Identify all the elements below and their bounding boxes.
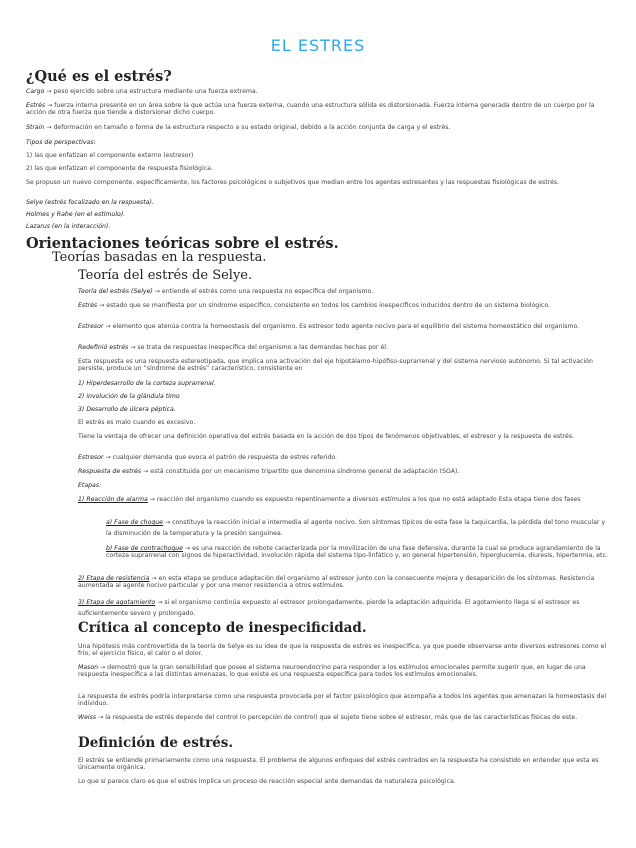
term-strain: Strain: [26, 124, 45, 131]
term-estres: Estrés: [26, 102, 46, 109]
paragraph-interpretarse: La respuesta de estrés podría interpretarse como una respuesta provocada por el factor psicológico que acompaña a todos los agentes que amenazan la homeostasis del individuo.: [78, 693, 607, 708]
paragraph-malo: El estrés es malo cuando es excesivo.: [78, 419, 196, 426]
def-estresor: Estresor → elemento que atenúa contra la homeostasis del organismo. Es estresor todo agente nocivo para el equilibrio del sistema homeostático del organismo.: [78, 323, 580, 330]
term-cargo: Cargo: [26, 88, 45, 95]
paragraph-ventaja: Tiene la ventaja de ofrecer una definición operativa del estrés basada en la acción de dos tipos de fenómenos objetivables, el estresor y la respuesta de estrés.: [78, 433, 575, 440]
heading-teorias-respuesta: Teorías basadas en la respuesta.: [52, 250, 267, 265]
heading-orientaciones: Orientaciones teóricas sobre el estrés.: [26, 235, 339, 252]
tipo-1: 1) las que enfatizan el componente externo (estresor): [26, 152, 194, 159]
paragraph-estres: Estrés → fuerza interna presente en un área sobre la que actúa una fuerza externa, cuando una estructura sólida es distorsionada. Fuerza interna generada dentro de un cuerpo por la acción de otra fuerza que tiende a distorsionar dicho cuerpo.: [26, 102, 595, 117]
def-redefinio: Redefinió estrés → se trata de respuestas inespecífica del organismo a las demandas hechas por él.: [78, 344, 388, 351]
paragraph-definicion-2: Lo que sí parece claro es que el estrés implica un proceso de reacción especial ante demandas de naturaleza psicológica.: [78, 778, 456, 785]
sindrome-1: 1) Hiperdesarrollo de la corteza suprarrenal.: [78, 380, 216, 387]
etapa-alarma: 1) Reacción de alarma → reacción del organismo cuando es expuesto repentinamente a diversos estímulos a los que no está adaptado Esta etapa tiene dos fases: [78, 496, 581, 503]
author-lazarus: Lazarus (en la interacción).: [26, 223, 111, 230]
sindrome-2: 2) involución de la glándula timo: [78, 393, 180, 400]
heading-teoria-selye: Teoría del estrés de Selye.: [78, 268, 253, 283]
paragraph-mason: Mason → demostró que la gran sensibilidad que posee el sistema neuroendocrino para responder a los estímulos emocionales permite sugerir que, en lugar de una respuesta inespecífica a las distintas amenazas, lo que existe es una respuesta específica para todos los estímulos emocionales.: [78, 664, 586, 679]
etapas-label: Etapas:: [78, 482, 102, 489]
author-holmes: Holmes y Rahe (en el estímulo).: [26, 211, 126, 218]
document-title: EL ESTRES: [270, 36, 366, 55]
tipo-2: 2) las que enfatizan el componente de respuesta fisiológica.: [26, 165, 213, 172]
paragraph-weiss: Weiss → la respuesta de estrés depende del control (o percepción de control) que el sujeto tiene sobre el estresor, más que de las características físicas de este.: [78, 714, 578, 721]
heading-que-es-estres: ¿Qué es el estrés?: [26, 68, 172, 85]
author-selye: Selye (estrés focalizado en la respuesta).: [26, 199, 154, 206]
paragraph-respuesta: Esta respuesta es una respuesta estereotipada, que implica una activación del eje hipotálamo-hipófiso-suprarrenal y del sistema nervioso autónomo. Si tal activación persiste, produce un “síndrome de estrés” característico, consistente en: [78, 358, 593, 373]
paragraph-definicion-1: El estrés se entiende primariamente como una respuesta. El problema de algunos enfoques del estrés centrados en la respuesta ha consistido en entender que esta es únicamente orgánica.: [78, 757, 599, 772]
paragraph-cargo: Cargo → peso ejercido sobre una estructura mediante una fuerza extrema.: [26, 88, 258, 95]
heading-critica: Crítica al concepto de inespecificidad.: [78, 620, 367, 636]
paragraph-strain: Strain → deformación en tamaño o forma de la estructura respecto a su estado original, debido a la acción conjunta de carga y el estrés.: [26, 124, 451, 131]
fase-choque: a) Fase de choque → constituye la reacción inicial e intermedia al agente nocivo. Son síntomas típicos de esta fase la taquicardia, la pérdida del tono muscular y la disminución de la temperatura y la presión sanguínea.: [106, 519, 606, 537]
tipos-label: Tipos de perspectivas:: [26, 139, 96, 146]
fase-contrachoque: b) Fase de contrachoque → es una reacción de rebote caracterizada por la movilización de una fase defensiva, durante la cual se produce agrandamiento de la corteza suprarrenal con signos de hiperactividad, involución rápida del sistema tipo-linfático y, en general hipertensión, hiperglucemia, diuresis, hipertermia, etc.: [106, 545, 608, 560]
def-estresor-demanda: Estresor → cualquier demanda que evoca el patrón de respuesta de estrés referido.: [78, 454, 338, 461]
etapa-resistencia: 2) Etapa de resistencia → en esta etapa se produce adaptación del organismo al estresor junto con la consecuente mejora y desaparición de los síntomas. Resistencia aumentada al agente nocivo particular y por una menor resistencia a otros estímulos.: [78, 575, 595, 590]
paragraph-hipotesis: Una hipótesis más controvertida de la teoría de Selye es su idea de que la respuesta de estrés es inespecífica, ya que puede observarse ante diversos estresores como el frío, el ejercicio físico, el calor o el dolor.: [78, 643, 607, 658]
paragraph-propuso: Se propuso un nuevo componente, específicamente, los factores psicológicos o subjetivos que median entre los agentes estresantes y las respuestas fisiológicas de estrés.: [26, 179, 560, 186]
heading-definicion: Definición de estrés.: [78, 735, 234, 751]
def-respuesta-estres: Respuesta de estrés → está constituida por un mecanismo tripartito que denomina síndrome general de adaptación (SGA).: [78, 468, 460, 475]
etapa-agotamiento: 3) Etapa de agotamiento → si el organismo continúa expuesto al estresor prolongadamente, pierde la adaptación adquirida. El agotamiento llega si el estresor es suficientemente severo y prolongado.: [78, 599, 580, 617]
def-estres: Estrés → estado que se manifiesta por un síndrome específico, consistente en todos los cambios inespecíficos inducidos dentro de un sistema biológico.: [78, 302, 550, 309]
sindrome-3: 3) Desarrollo de úlcera péptica.: [78, 406, 176, 413]
def-teoria-estres: Teoría del estrés (Selye) → entiende el estrés como una respuesta no específica del organismo.: [78, 288, 374, 295]
